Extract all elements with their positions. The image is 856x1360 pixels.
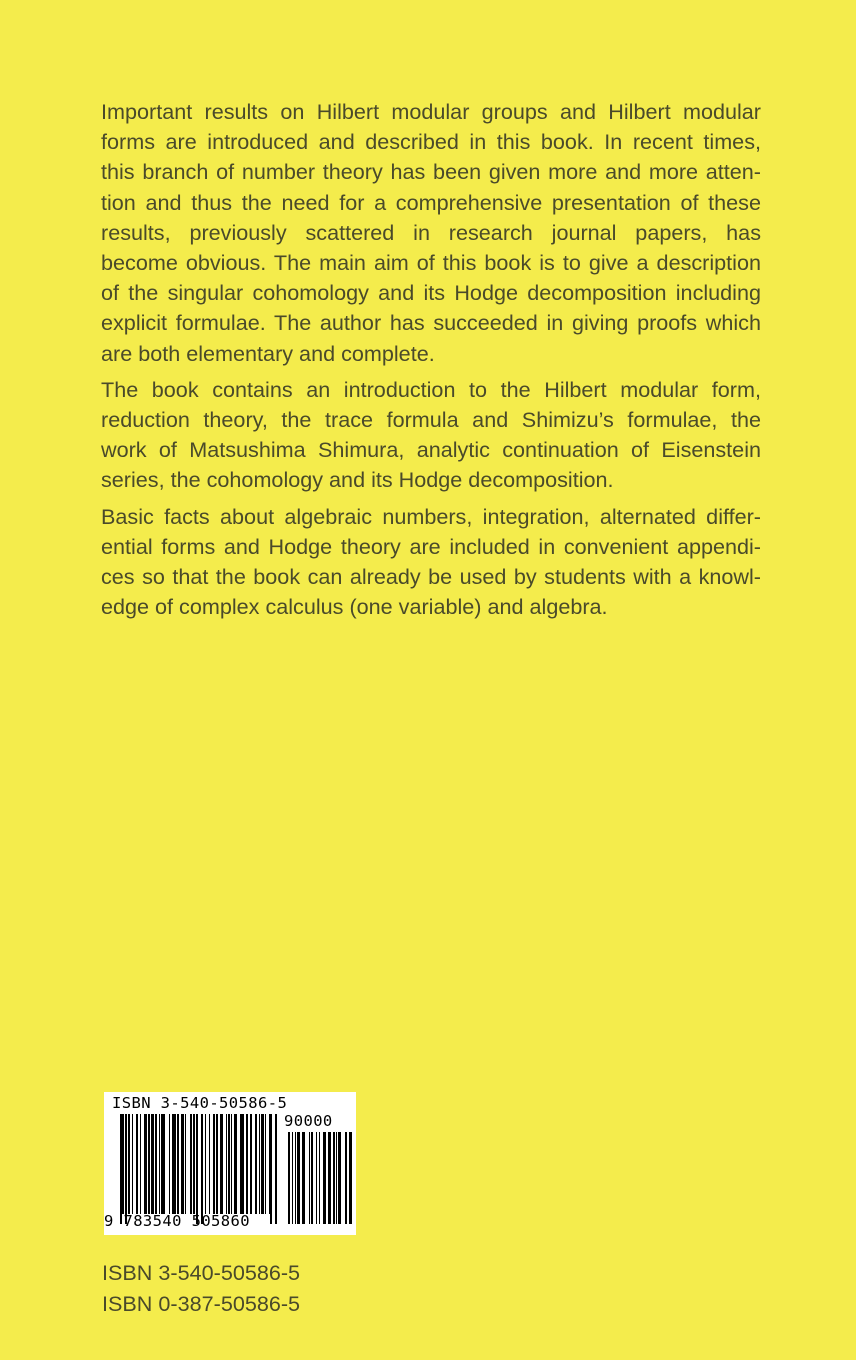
barcode-guard-bar (201, 1114, 203, 1224)
blurb-line: series, the cohomology and its Hodge decomposition. (101, 467, 614, 493)
barcode-bar (185, 1114, 186, 1214)
barcode-bar (144, 1114, 147, 1214)
blurb-line: reduction theory, the trace formula and Shimizu’s formulae, the (101, 407, 761, 433)
barcode-bar (155, 1114, 157, 1214)
barcode-bar (228, 1114, 230, 1214)
barcode-bar (136, 1114, 138, 1214)
barcode-bar (255, 1114, 257, 1214)
isbn-list (102, 1257, 300, 1319)
barcode-bar (265, 1114, 266, 1214)
blurb-line: Basic facts about algebraic numbers, integration, alternated differ- (101, 503, 761, 529)
barcode-bar (319, 1132, 320, 1224)
barcode-bar (177, 1114, 179, 1214)
barcode-bar (316, 1132, 317, 1224)
barcode-bar (220, 1114, 223, 1214)
blurb-line: edge of complex calculus (one variable) and algebra. (101, 594, 608, 620)
barcode-bar (349, 1132, 352, 1224)
blurb-paragraph-2 (101, 375, 761, 496)
barcode-bar (128, 1114, 130, 1214)
barcode-bar (159, 1114, 160, 1214)
barcode-bar (209, 1114, 210, 1214)
barcode-bar (336, 1132, 337, 1224)
barcode-bar (132, 1114, 133, 1214)
barcode-bar (292, 1132, 293, 1224)
blurb-paragraph-3 (101, 502, 761, 623)
barcode-bar (288, 1132, 290, 1224)
barcode-bar (302, 1132, 305, 1224)
barcode-bar (205, 1114, 206, 1214)
blurb-line: of the singular cohomology and its Hodge decomposition including (101, 280, 761, 306)
isbn-line: ISBN 0-387-50586-5 (102, 1291, 301, 1316)
blurb-line: Important results on Hilbert modular groups and Hilbert modular (101, 99, 761, 124)
barcode-bar (140, 1114, 141, 1214)
barcode-bar (311, 1132, 313, 1224)
barcode-bar (216, 1114, 218, 1214)
back-cover-blurb (101, 97, 761, 628)
blurb-line: results, previously scattered in research journal papers, has (101, 219, 761, 245)
barcode-bar (333, 1132, 335, 1224)
barcode-bar (169, 1114, 170, 1214)
barcode-bar (250, 1114, 252, 1214)
barcode-bar (193, 1114, 195, 1214)
barcode-bar (261, 1114, 264, 1214)
blurb-paragraph-1 (101, 97, 761, 369)
barcode-guard-bar (275, 1114, 277, 1224)
barcode (104, 1092, 356, 1235)
barcode-addon-digits: 90000 (284, 1112, 333, 1130)
barcode-bar (240, 1114, 244, 1214)
blurb-line: this branch of number theory has been given more and more atten- (101, 159, 761, 185)
barcode-bar (309, 1132, 310, 1224)
barcode-guard-bar (125, 1114, 127, 1224)
barcode-bar (246, 1114, 248, 1214)
barcode-bar (181, 1114, 184, 1214)
barcode-bar (226, 1114, 227, 1214)
barcode-ean-digits: 9 783540 505860 (104, 1212, 250, 1230)
barcode-bar (231, 1114, 232, 1214)
barcode-bar (190, 1114, 192, 1214)
blurb-line: ential forms and Hodge theory are included in convenient appendi- (101, 533, 761, 559)
barcode-bar (328, 1132, 331, 1224)
barcode-bar (122, 1114, 124, 1214)
blurb-line: are both elementary and complete. (101, 340, 435, 366)
barcode-isbn-label: ISBN 3-540-50586-5 (112, 1094, 288, 1112)
isbn-line: ISBN 3-540-50586-5 (102, 1260, 301, 1285)
blurb-line: tion and thus the need for a comprehensive presentation of these (101, 189, 761, 215)
blurb-line: forms are introduced and described in this book. In recent times, (101, 129, 761, 155)
barcode-bar (345, 1132, 347, 1224)
barcode-bar (295, 1132, 296, 1224)
barcode-bar (148, 1114, 150, 1214)
barcode-bar (323, 1132, 326, 1224)
barcode-bar (213, 1114, 215, 1214)
barcode-bar (151, 1114, 154, 1214)
blurb-line: explicit formulae. The author has succeeded in giving proofs which (101, 310, 761, 336)
blurb-line: The book contains an introduction to the Hilbert modular form, (101, 376, 761, 402)
barcode-bar (259, 1114, 260, 1214)
barcode-bar (234, 1114, 237, 1214)
blurb-line: work of Matsushima Shimura, analytic continuation of Eisenstein (101, 437, 761, 463)
barcode-bar (297, 1132, 300, 1224)
barcode-guard-bar (196, 1114, 198, 1224)
barcode-bar (338, 1132, 341, 1224)
blurb-line: become obvious. The main aim of this book is to give a description (101, 250, 761, 276)
barcode-guard-bar (270, 1114, 272, 1224)
barcode-bar (172, 1114, 176, 1214)
barcode-guard-bar (120, 1114, 122, 1224)
blurb-line: ces so that the book can already be used by students with a knowl- (101, 564, 761, 590)
barcode-bar (161, 1114, 165, 1214)
